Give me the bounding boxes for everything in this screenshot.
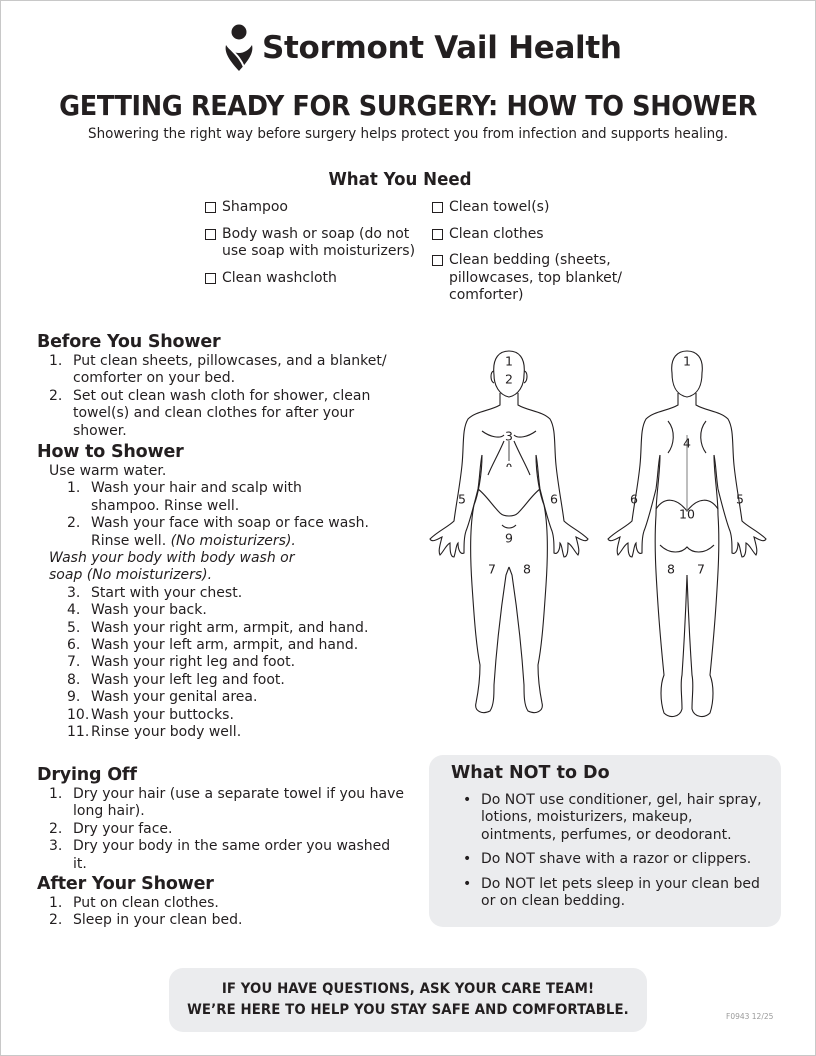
- checkbox-icon[interactable]: [205, 273, 216, 284]
- step-text: Set out clean wash cloth for shower, clean towel(s) and clean clothes for after your shower.: [73, 387, 371, 439]
- step-number: 3.: [49, 838, 63, 855]
- checkbox-icon[interactable]: [432, 255, 443, 266]
- before-shower-steps: [37, 353, 407, 440]
- list-item: [37, 388, 407, 440]
- form-code: F0943 12/25: [726, 1012, 774, 1021]
- region-label: 1: [505, 353, 513, 369]
- page-subtitle: Showering the right way before surgery helps protect you from infection and supports healing.: [88, 126, 728, 142]
- region-label: 9: [505, 530, 513, 546]
- step-text: Wash your genital area.: [91, 689, 258, 706]
- step-number: 1.: [49, 895, 63, 911]
- not-to-do-list: [463, 792, 763, 917]
- need-item[interactable]: [432, 226, 642, 244]
- region-label: 10: [679, 506, 695, 522]
- step-note: (No moisturizers).: [170, 532, 296, 549]
- step-text: Dry your face.: [73, 820, 173, 837]
- item-text: Do NOT shave with a razor or clippers.: [481, 851, 752, 868]
- step-text: Wash your back.: [91, 602, 207, 619]
- back-body-figure: [608, 351, 766, 716]
- need-item[interactable]: [205, 270, 420, 288]
- step-text: Dry your hair (use a separate towel if you have long hair).: [73, 786, 404, 820]
- region-label: 1: [683, 353, 691, 369]
- step-number: 2.: [49, 387, 63, 404]
- step-number: 11.: [67, 724, 90, 741]
- region-label: 5: [736, 491, 744, 507]
- step-number: 8.: [67, 671, 81, 688]
- before-shower-section: [37, 332, 407, 440]
- list-item: [37, 654, 407, 671]
- step-text: Wash your face with soap or face wash. Rinse well.: [91, 515, 369, 549]
- list-item: [37, 353, 407, 388]
- bullet-icon: •: [463, 851, 472, 868]
- step-text: Wash your left arm, armpit, and hand.: [91, 637, 359, 654]
- list-item: [37, 821, 407, 838]
- checkbox-icon[interactable]: [205, 229, 216, 240]
- step-number: 2.: [67, 515, 81, 532]
- list-item: [37, 637, 407, 654]
- item-text: Do NOT let pets sleep in your clean bed or on clean bedding.: [481, 875, 760, 910]
- list-item: [37, 585, 407, 602]
- checkbox-icon[interactable]: [432, 229, 443, 240]
- region-label: 7: [697, 561, 705, 577]
- checkbox-icon[interactable]: [432, 202, 443, 213]
- step-number: 2.: [49, 820, 63, 837]
- step-number: 3.: [67, 584, 81, 601]
- step-number: 1.: [67, 480, 81, 497]
- step-number: 4.: [67, 602, 81, 619]
- step-text: Put clean sheets, pillowcases, and a blanket/ comforter on your bed.: [73, 353, 387, 387]
- step-number: 2.: [49, 912, 63, 929]
- body-diagram: [420, 345, 790, 730]
- body-wash-note: Wash your body with body wash or soap (No moisturizers).: [49, 550, 295, 584]
- section-heading: After Your Shower: [37, 874, 214, 894]
- section-heading: Before You Shower: [37, 332, 221, 352]
- region-label: 7: [488, 561, 496, 577]
- section-heading: Drying Off: [37, 765, 137, 785]
- brand-name: Stormont Vail Health: [262, 30, 622, 66]
- section-heading: What NOT to Do: [451, 763, 610, 783]
- step-text: Wash your right arm, armpit, and hand.: [91, 619, 369, 636]
- step-text: Wash your right leg and foot.: [91, 654, 296, 671]
- step-number: 1.: [49, 786, 63, 802]
- step-text: Sleep in your clean bed.: [73, 912, 243, 929]
- list-item: [37, 620, 407, 637]
- need-item-label: Clean clothes: [449, 225, 544, 242]
- need-item[interactable]: [205, 226, 420, 261]
- step-text: Put on clean clothes.: [73, 895, 219, 911]
- banner-line-2: WE’RE HERE TO HELP YOU STAY SAFE AND COMFORTABLE.: [187, 1002, 629, 1018]
- shower-steps-a: [37, 480, 407, 550]
- region-label: 8: [523, 561, 531, 577]
- region-label: 4: [683, 435, 691, 451]
- need-item-label: Clean bedding (sheets, pillowcases, top blanket/ comforter): [449, 252, 622, 303]
- step-text: Wash your left leg and foot.: [91, 671, 285, 688]
- step-text: Start with your chest.: [91, 584, 243, 601]
- checkbox-icon[interactable]: [205, 202, 216, 213]
- drying-steps: [37, 786, 407, 873]
- step-number: 5.: [67, 619, 81, 636]
- step-text: Wash your hair and scalp with shampoo. Rinse well.: [91, 480, 302, 514]
- step-text: Rinse your body well.: [91, 724, 242, 741]
- body-outline-figures: [420, 345, 790, 730]
- step-text: Wash your buttocks.: [91, 706, 234, 723]
- step-number: 7.: [67, 654, 81, 671]
- shower-steps-b: [37, 585, 407, 742]
- bullet-icon: •: [463, 792, 472, 808]
- list-item: [463, 876, 763, 911]
- what-not-to-do-box: [429, 755, 781, 927]
- step-number: 9.: [67, 689, 81, 706]
- list-item: [37, 602, 407, 619]
- region-label: 6: [630, 491, 638, 507]
- page-title: GETTING READY FOR SURGERY: HOW TO SHOWER: [59, 90, 757, 122]
- region-label: 2: [505, 371, 513, 387]
- after-shower-section: [37, 874, 407, 930]
- need-item-label: Clean towel(s): [449, 199, 550, 215]
- need-list-left: [205, 199, 420, 296]
- region-label: 8: [667, 561, 675, 577]
- list-item: [463, 792, 763, 844]
- list-item: [37, 480, 407, 515]
- need-item[interactable]: [205, 199, 420, 217]
- step-text: Dry your body in the same order you washed it.: [73, 838, 391, 872]
- step-number: 6.: [67, 637, 81, 654]
- list-item: [37, 912, 407, 929]
- region-label: 6: [550, 491, 558, 507]
- need-item[interactable]: [432, 199, 642, 217]
- list-item: [37, 672, 407, 689]
- list-item: [37, 838, 407, 873]
- need-item-label: Shampoo: [222, 199, 288, 215]
- intro-text: Use warm water.: [49, 463, 167, 479]
- banner-line-1: IF YOU HAVE QUESTIONS, ASK YOUR CARE TEAM!: [221, 981, 595, 997]
- questions-banner: [169, 968, 647, 1032]
- stormont-vail-person-drop-icon: [222, 23, 256, 73]
- how-to-shower-section: [37, 442, 407, 742]
- list-item: [37, 724, 407, 741]
- section-heading: How to Shower: [37, 442, 184, 462]
- after-shower-steps: [37, 895, 407, 930]
- bullet-icon: •: [463, 875, 472, 892]
- list-item: [463, 851, 763, 868]
- drying-off-section: [37, 765, 407, 873]
- need-item-label: Clean washcloth: [222, 269, 337, 286]
- need-list-right: [432, 199, 642, 314]
- list-item: [37, 895, 407, 912]
- need-item[interactable]: [432, 252, 642, 305]
- region-label: 3: [505, 428, 513, 444]
- list-item: [37, 707, 407, 724]
- list-item: [37, 786, 407, 821]
- brand-logo: [222, 22, 622, 74]
- what-you-need-heading: What You Need: [328, 170, 472, 190]
- need-item-label: Body wash or soap (do not use soap with moisturizers): [222, 225, 416, 259]
- list-item: [37, 515, 407, 550]
- item-text: Do NOT use conditioner, gel, hair spray, lotions, moisturizers, makeup, ointments, perfumes, or deodorant.: [481, 792, 762, 843]
- list-item: [37, 689, 407, 706]
- step-number: 1.: [49, 353, 63, 369]
- step-number: 10.: [67, 706, 90, 723]
- region-label: 5: [458, 491, 466, 507]
